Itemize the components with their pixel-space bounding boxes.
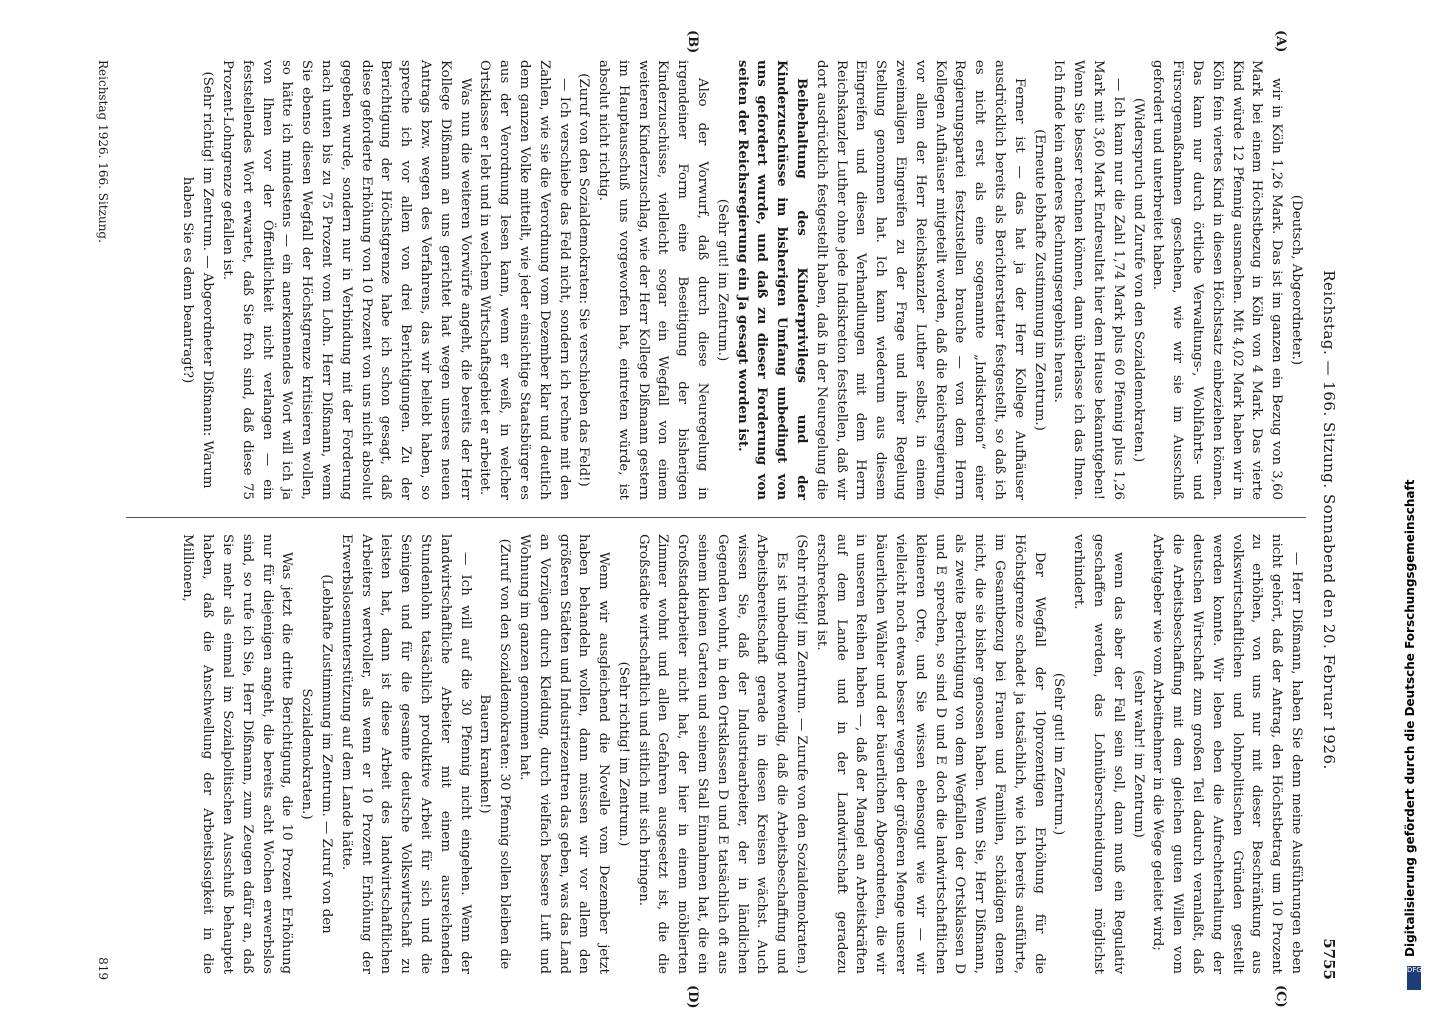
paragraph: Also der Vorwurf, daß durch diese Neuregelung in irgendeiner Form eine Beseitigung der bisherigen Kinderzuschüsse, vielleicht sogar ein Wegfall von einem weiteren Kinderzuschlag, wie der Herr Kollege Dißmann gestern im Hauptausschuß uns vorgeworfen hat, eintreten würde, ist absolut nicht richtig. [596, 60, 711, 500]
paragraph: (sehr wahr! im Zentrum) [1130, 670, 1146, 838]
paragraph: (Sehr richtig! im Zentrum.) [615, 661, 631, 847]
paragraph: Der Wegfall der 10prozentigen Erhöhung für die Höchstgrenze schadet ja tatsächlich, wie ich bereits ausführte, im Gesamtbezug bei Frauen und Familien, schädigen denen nicht, die sie bisher genossen haben. Wenn Sie, Herr Dißmann, als zweite Berichtigung von dem Wegfallen der Ortsklassen D und E sprechen, so sind D und E doch die landwirtschaftlichen kleineren Orte, und Sie wissen ebensogut wie wir — wir vielleicht noch etwas besser wegen der größeren Menge unserer bäuerlichen Wähler und der bäuerlichen Abgeordneten, die wir in unseren Reihen haben —, daß der Mangel an Arbeitskräften auf dem Lande und in der Landwirtschaft geradezu erschreckend ist. [813, 534, 1047, 974]
paragraph: (Zuruf von den Sozialdemokraten: Sie verschieben das Feld!) [576, 73, 592, 487]
paragraph: Was nun die weiteren Vorwürfe angeht, die bereits der Herr Kollege Dißmann an uns gerichtet hat wegen unseres neuen Antrags bzw. wegen des Verfahrens, das wir beliebt haben, so spreche ich vor allem von drei Berichtigungen. Zu der Berichtigung der Höchstgrenze habe ich schon gesagt, daß diese geforderte Erhöhung von 10 Prozent von uns nicht absolut gegeben wurde, sondern nur in Verbindung mit der Forderung nach unten bis zu 75 Prozent vom Lohn. Herr Dißmann, wenn Sie ebenso diesen Wegfall der Höchstgrenze kritisieren wollen, so hätte ich mindestens — ein anerkennendes Wort will ich ja von Ihnen vor der Öffentlichkeit nicht verlangen — ein feststellendes Wort erwartet, daß Sie froh sind, daß diese 75 Prozent-Lohngrenze gefallen ist. [219, 60, 473, 500]
header-title: Reichstag. — 166. Sitzung. Sonnabend den 20. Februar 1926. [1320, 270, 1338, 770]
paragraph: — Ich verschiebe das Feld nicht, sondern ich rechne mit den Zahlen, wie sie die Verordnung vom Dezember klar und deutlich dem ganzen Volke mitteilt, wie jeder einsichtige Staatsbürger es aus der Verordnung lesen kann, wenn er weiß, in welcher Ortsklasse er lebt und in welchem Wirtschaftsgebiet er arbeitet. [477, 60, 572, 500]
left-column [178, 60, 1306, 500]
paragraph: Es ist unbedingt notwendig, daß die Arbeitsbeschaffung und Arbeitsbereitschaft gerade in diesen Kreisen wächst. Auch wissen Sie, daß der Industriearbeiter, der in ländlichen Gegenden wohnt, in den Ortsklassen D und E tatsächlich oft aus seinem kleinen Garten und seinem Stall Einnahmen hat, die ein Großstadtarbeiter nicht hat, der hier in einem möblierten Zimmer wohnt und allen Gefahren ausgesetzt ist, die die Großstädte wirtschaftlich und sittlich mit sich bringen. [635, 534, 790, 974]
page-header [1314, 60, 1340, 980]
scanned-page [85, 30, 1340, 1009]
paragraph: (Sehr gut! im Zentrum.) [714, 198, 730, 362]
margin-letter-c: (C) [1273, 985, 1288, 1008]
column-divider [126, 517, 1306, 518]
page-number: 5755 [1320, 938, 1338, 980]
paragraph: (Sehr richtig! im Zentrum. — Abgeordneter Dißmann: Warum haben Sie es denn beantragt?) [180, 71, 216, 489]
paragraph: Was jetzt die dritte Berichtigung, die 10 Prozent Erhöhung nur für diejenigen angeht, die bereits acht Wochen erwerbslos sind, so rufe ich Sie, Herr Dißmann, zum Zeugen dafür an, daß Sie mehr als einmal im Sozialpolitischen Ausschuß behauptet haben, daß die Anschwellung der Arbeitslosigkeit in die Millionen, [180, 534, 295, 974]
margin-letter-b: (B) [685, 30, 700, 54]
dfg-logo: DFG [1407, 966, 1421, 990]
paragraph: wenn das aber der Fall sein soll, dann muß ein Regulativ geschaffen werden, das Lohnüberschneidungen möglichst verhindert. [1071, 534, 1126, 974]
margin-letter-a: (A) [1273, 30, 1288, 53]
paragraph: (Sehr gut! im Zentrum.) [1051, 672, 1067, 836]
dfg-credit: Digitalisierung gefördert durch die Deutsche Forschungsgemeinschaft [1403, 479, 1417, 957]
paragraph: Wenn wir ausgleichend die Novelle vom Dezember jetzt haben behandeln wollen, dann müssen wir vor allem den größeren Städten und Industriezentren das geben, was das Land an Vorzügen durch Kleidung, durch vielfach bessere Luft und Wohnung im ganzen genommen hat. [516, 534, 612, 974]
right-column [178, 534, 1306, 974]
paragraph: — Herr Dißmann, haben Sie denn meine Ausführungen eben nicht gehört, daß der Antrag, den Höchstbetrag um 10 Prozent zu erhöhen, von uns nur mit dieser Beschränkung aus volkswirtschaftlichen und lohnpolitischen Gründen gestellt werden konnte. Wir leben eben die Aufrechterhaltung der deutschen Wirtschaft zum großen Teil dadurch veranlaßt, daß die Arbeitsbeschaffung mit dem gleichen guten Willen vom Arbeitgeber wie vom Arbeitnehmer in die Wege geleitet wird; [1150, 534, 1304, 974]
paragraph: wir in Köln 1,26 Mark. Das ist im ganzen ein Bezug von 3,60 Mark bei einem Höchstbezug in Köln von 4 Mark. Das vierte Kind würde 12 Pfennig ausmachen. Mit 4,02 Mark haben wir in Köln fein viertes Kind in diesen Höchstsatz einbeziehen können. Das kann nur durch örtliche Verwaltungs-, Wohlfahrts- und Fürsorgemaßnahmen geschehen, wie wir sie im Ausschuß gefordert und unterbreitet haben. [1150, 60, 1285, 500]
paragraph: Beibehaltung des Kinderprivilegs und der Kinderzuschüsse im bisherigen Umfang unbedingt von uns gefordert wurde, und daß zu dieser Forderung von seiten der Reichsregierung ein Ja gesagt worden ist. [734, 60, 810, 500]
paragraph: (Erneute lebhafte Zustimmung im Zentrum.) [1031, 129, 1047, 431]
paragraph: — Ich will auf die 30 Pfennig nicht eingehen. Wenn der landwirtschaftliche Arbeiter mit einem ausreichenden Stundenlohn tatsächlich produktive Arbeit für sich und die Seinigen und für die gesamte deutsche Volkswirtschaft zu leisten hat, dann ist diese Arbeit des landwirtschaftlichen Arbeiters wertvoller, als wenn er 10 Prozent Erhöhung der Erwerbslosenunterstützung auf dem Lande hätte. [338, 534, 473, 974]
paragraph: (Widerspruch und Zurufe von den Sozialdemokraten.) [1130, 97, 1146, 463]
digitization-note [1400, 0, 1428, 1000]
paragraph: (Deutsch, Abgeordneter.) [1289, 194, 1304, 366]
paragraph: — Ich kann nur die Zahl 1,74 Mark plus 60 Pfennig plus 1,26 Mark mit 3,60 Mark Endresultat hier dem Hause bekanntgeben! Wenn Sie besser rechnen können, dann überlasse ich das Ihnen. Ich finde kein anderes Rechnungsergebnis heraus. [1051, 60, 1126, 500]
footer-source: Reichstag 1926. 166. Sitzung. [96, 60, 110, 243]
margin-letter-d: (D) [685, 985, 700, 1009]
paragraph: Ferner ist — das hat ja der Herr Kollege Aufhäuser ausdrücklich bereits als Berichterstatter festgestellt, so daß ich es nicht erst als eine sogenannte „Indiskretion“ einer Regierungspartei festzustellen brauche — von dem Herrn Kollegen Aufhäuser mitgeteilt worden, daß die Reichsregierung, vor allem der Herr Reichskanzler Luther selbst, in einem zweimaligen Eingreifen zu der Frage und ihrer Regelung Stellung genommen hat. Ich kann wiederum aus diesem Eingreifen und diesen Verhandlungen mit dem Herrn Reichskanzler Luther ohne jede Indiskretion feststellen, daß wir dort ausdrücklich festgestellt haben, daß in der Neuregelung die [813, 60, 1027, 500]
paragraph: (Lebhafte Zustimmung im Zentrum. — Zuruf von den Sozialdemokraten.) [299, 574, 334, 934]
paragraph: (Zuruf von den Sozialdemokraten: 30 Pfennig sollen bleiben die Bauern kranken!) [477, 538, 513, 970]
footer-sheet-number: 819 [96, 957, 110, 980]
paragraph: (Sehr richtig! im Zentrum. — Zurufe von den Sozialdemokraten.) [794, 534, 810, 974]
